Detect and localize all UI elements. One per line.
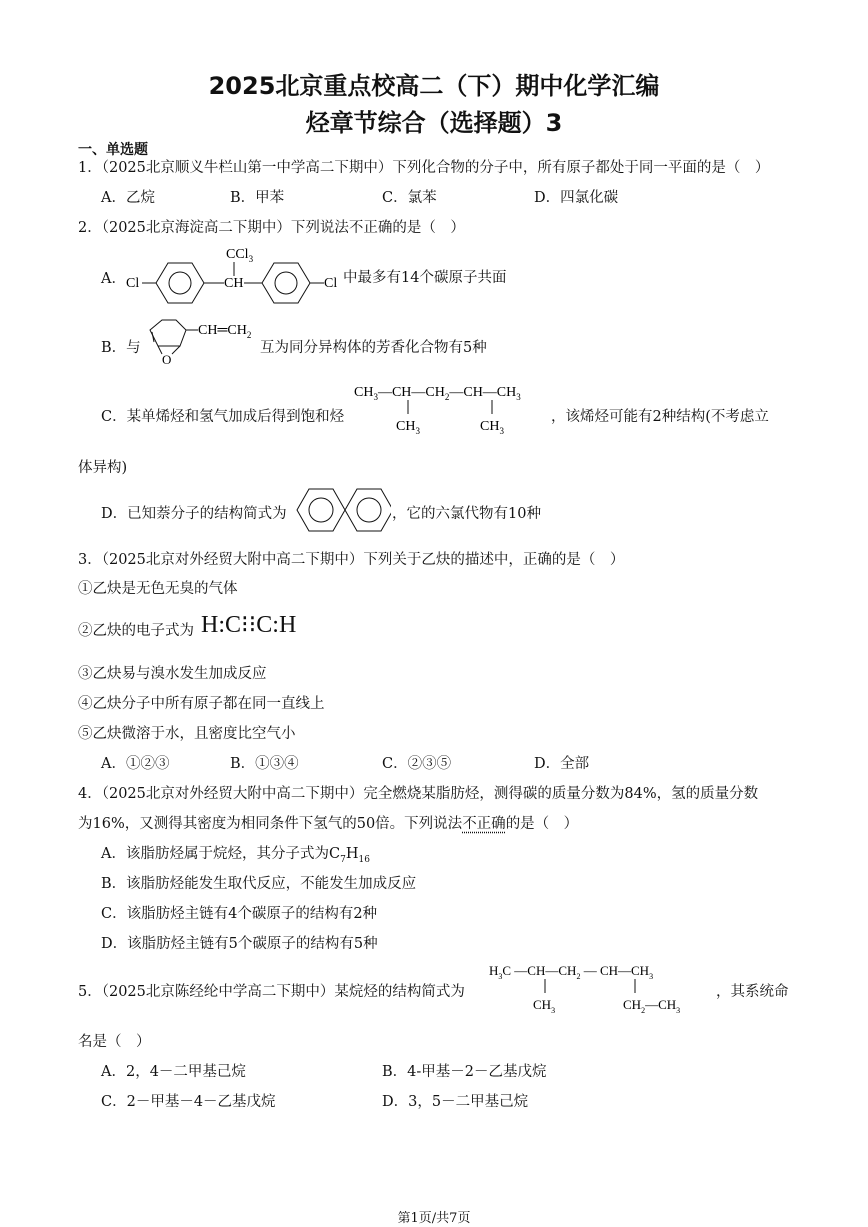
q4-option-d: D．该脂肪烃主链有5个碳原子的结构有5种 xyxy=(101,936,378,952)
q2-naphthalene xyxy=(295,484,391,536)
q2-option-c-cont: 体异构) xyxy=(78,460,128,476)
q3-option-b: B．①③④ xyxy=(230,756,299,772)
branch-left-label: $CH_3$ xyxy=(396,419,420,436)
q1-option-d: D．四氯化碳 xyxy=(534,190,619,206)
q2-structure-a xyxy=(118,240,348,310)
q3-statement-3: ③乙炔易与溴水发生加成反应 xyxy=(78,666,267,682)
q1-stem: 1．（2025北京顺义牛栏山第一中学高二下期中）下列化合物的分子中，所有原子都处于同一平面的是（ ） xyxy=(78,160,770,176)
q5-main-chain: $H_3C$ $—CH—CH_2$ — $CH—CH_3$ xyxy=(489,963,654,981)
acetylene-electron-formula: H:C⁝⁝C:H xyxy=(201,612,297,638)
section-heading: 一、单选题 xyxy=(78,142,148,158)
q5-branch-ethyl: $CH_2—CH_3$ xyxy=(623,997,681,1015)
q3-stem: 3．（2025北京对外经贸大附中高二下期中）下列关于乙炔的描述中，正确的是（ ） xyxy=(78,552,625,568)
branch-right-label: $CH_3$ xyxy=(480,419,504,436)
q4-option-a: A．该脂肪烃属于烷烃，其分子式为$C_7H_{16}$ xyxy=(101,846,370,865)
q1-option-c: C．氯苯 xyxy=(382,190,437,206)
q2-option-c-text: ，该烯烃可能有2种结构(不考虑立 xyxy=(551,409,769,425)
q5-structure xyxy=(487,955,709,1019)
main-chain-label: $CH_3—CH—CH_2—CH—CH_3$ xyxy=(354,385,521,402)
q2-structure-b xyxy=(140,312,262,368)
q2-option-c-prefix: C．某单烯烃和氢气加成后得到饱和烃 xyxy=(101,409,345,425)
q2-option-b-text: 互为同分异构体的芳香化合物有5种 xyxy=(260,340,487,356)
q2-stem: 2．（2025北京海淀高二下期中）下列说法不正确的是（ ） xyxy=(78,220,465,236)
ccl3-label: CCl$_3$ xyxy=(226,247,254,264)
q2-option-d-prefix: D．已知萘分子的结构简式为 xyxy=(101,506,287,522)
emphasis-not-correct: 不正确 xyxy=(462,816,506,832)
q5-option-b: B．4-甲基－2－乙基戊烷 xyxy=(382,1064,547,1080)
q5-option-a: A．2，4－二甲基己烷 xyxy=(101,1064,246,1080)
q3-statement-5: ⑤乙炔微溶于水，且密度比空气小 xyxy=(78,726,296,742)
q5-option-d: D．3，5－二甲基己烷 xyxy=(382,1094,529,1110)
q2-structure-c xyxy=(352,376,556,442)
cl-right-label: Cl xyxy=(324,276,338,291)
q4-option-c: C．该脂肪烃主链有4个碳原子的结构有2种 xyxy=(101,906,378,922)
q2-option-a-prefix: A． xyxy=(101,271,126,287)
q2-option-d-text: ，它的六氯代物有10种 xyxy=(392,506,541,522)
q3-option-d: D．全部 xyxy=(534,756,590,772)
q1-option-b: B．甲苯 xyxy=(230,190,285,206)
q4-stem-line1: 4．（2025北京对外经贸大附中高二下期中）完全燃烧某脂肪烃，测得碳的质量分数为84%，氢的质量分数 xyxy=(78,786,759,802)
q3-statement-1: ①乙炔是无色无臭的气体 xyxy=(78,581,238,597)
q2-option-b-prefix: B．与 xyxy=(101,340,141,356)
page-subtitle: 烃章节综合（选择题）3 xyxy=(305,109,563,137)
oxygen-label: O xyxy=(162,352,172,367)
page-footer: 第1页/共7页 xyxy=(397,1211,471,1226)
q5-branch-methyl: $CH_3$ xyxy=(533,997,556,1015)
vinyl-label: $CH═CH_2$ xyxy=(198,323,252,340)
q3-option-a: A．①②③ xyxy=(101,756,170,772)
ch-center-label: CH xyxy=(224,276,244,291)
cl-left-label: Cl xyxy=(126,276,140,291)
page-title: 2025北京重点校高二（下）期中化学汇编 xyxy=(208,72,660,100)
q4-stem-line2: 为16%，又测得其密度为相同条件下氢气的50倍。下列说法不正确的是（ ） xyxy=(78,816,579,832)
q5-stem-prefix: 5．（2025北京陈经纶中学高二下期中）某烷烃的结构简式为 xyxy=(78,984,465,1000)
q3-statement-4: ④乙炔分子中所有原子都在同一直线上 xyxy=(78,696,325,712)
q4-option-b: B．该脂肪烃能发生取代反应，不能发生加成反应 xyxy=(101,876,417,892)
q5-stem-cont: 名是（ ） xyxy=(78,1034,151,1050)
q5-option-c: C．2－甲基－4－乙基戊烷 xyxy=(101,1094,276,1110)
q5-stem-suffix: ，其系统命 xyxy=(716,984,789,1000)
q3-option-c: C．②③⑤ xyxy=(382,756,452,772)
q1-option-a: A．乙烷 xyxy=(101,190,155,206)
q3-statement-2-prefix: ②乙炔的电子式为 xyxy=(78,623,194,639)
q2-option-a-text: 中最多有14个碳原子共面 xyxy=(343,270,507,286)
